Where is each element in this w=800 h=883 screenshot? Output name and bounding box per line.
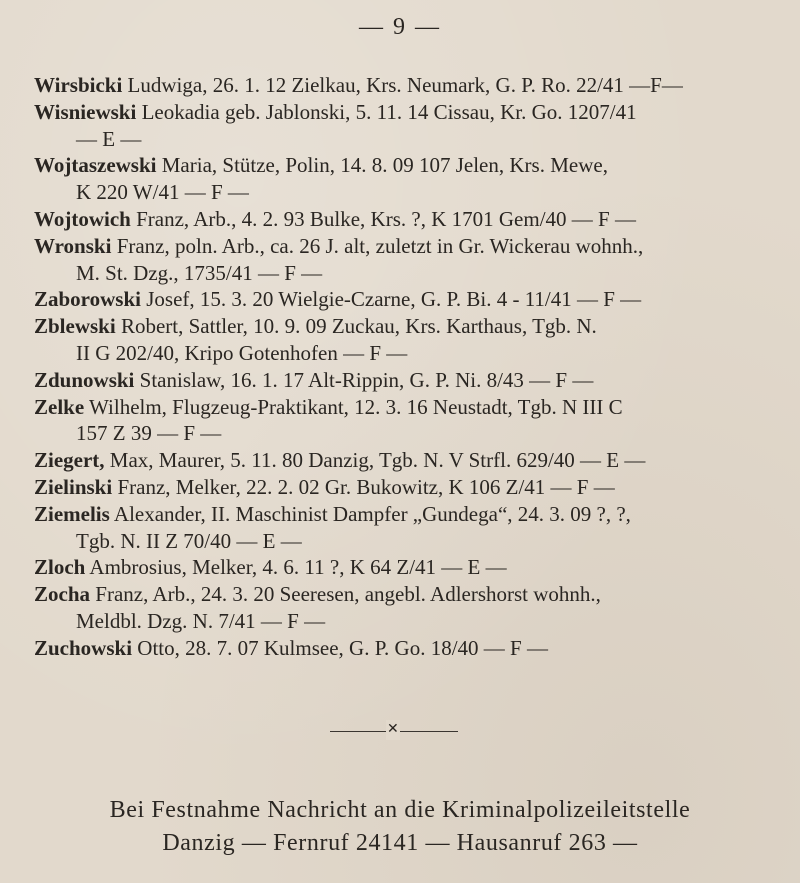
entry-text: Ludwiga, 26. 1. 12 Zielkau, Krs. Neumark, G. P. Ro. 22/41 —F— <box>122 73 683 97</box>
entry-text: Franz, Arb., 4. 2. 93 Bulke, Krs. ?, K 1701 Gem/40 — F — <box>130 206 636 231</box>
entry-text: Otto, 28. 7. 07 Kulmsee, G. P. Go. 18/40 — F — <box>132 635 548 660</box>
entry-text: Max, Maurer, 5. 11. 80 Danzig, Tgb. N. V Strfl. 629/40 — E — <box>104 448 646 473</box>
list-entry <box>34 99 769 153</box>
section-divider <box>330 724 458 738</box>
list-entry <box>34 72 769 99</box>
entry-name: Zocha <box>34 582 91 607</box>
entry-text: Robert, Sattler, 10. 9. 09 Zuckau, Krs. Karthaus, Tgb. N. <box>115 314 597 339</box>
entry-name: Ziegert, <box>34 448 105 473</box>
entry-name: Wisniewski <box>34 99 137 124</box>
entry-text: Franz, poln. Arb., ca. 26 J. alt, zuletzt in Gr. Wickerau wohnh., <box>111 233 644 258</box>
entry-continuation: K 220 W/41 — F — <box>76 180 249 205</box>
entry-name: Zuchowski <box>34 635 133 660</box>
list-entry <box>34 152 769 206</box>
list-entry <box>34 474 769 501</box>
entry-text: Ambrosius, Melker, 4. 6. 11 ?, K 64 Z/41 — E — <box>85 555 507 580</box>
entry-name: Zaborowski <box>34 287 141 312</box>
list-entry <box>34 286 769 313</box>
entry-text: Leokadia geb. Jablonski, 5. 11. 14 Cissau, Kr. Go. 1207/41 <box>136 99 637 124</box>
list-entry <box>34 233 769 287</box>
footer-line-2: Danzig — Fernruf 24141 — Hausanruf 263 — <box>162 830 638 856</box>
list-entry <box>34 206 769 233</box>
entry-continuation: II G 202/40, Kripo Gotenhofen — F — <box>76 340 408 365</box>
list-entry <box>34 313 769 367</box>
list-entry <box>34 501 769 555</box>
entry-continuation: M. St. Dzg., 1735/41 — F — <box>76 260 323 285</box>
divider-cross-icon: ✕ <box>386 720 400 740</box>
entry-continuation: Meldbl. Dzg. N. 7/41 — F — <box>76 608 326 633</box>
entry-name: Wronski <box>34 233 112 258</box>
entry-list <box>34 72 769 662</box>
entry-text: Josef, 15. 3. 20 Wielgie-Czarne, G. P. Bi. 4 - 11/41 — F — <box>140 287 642 312</box>
entry-name: Zdunowski <box>34 367 135 392</box>
entry-text: Maria, Stütze, Polin, 14. 8. 09 107 Jelen, Krs. Mewe, <box>156 153 608 178</box>
entry-name: Zblewski <box>34 314 116 339</box>
list-entry <box>34 367 769 394</box>
list-entry <box>34 447 769 474</box>
entry-text: Franz, Melker, 22. 2. 02 Gr. Bukowitz, K 106 Z/41 — F — <box>112 474 615 499</box>
page-number: — 9 — <box>359 14 441 40</box>
entry-text: Wilhelm, Flugzeug-Praktikant, 12. 3. 16 Neustadt, Tgb. N III C <box>84 394 623 419</box>
entry-name: Zelke <box>34 394 85 419</box>
footer-notice <box>0 794 800 860</box>
footer-line-1: Bei Festnahme Nachricht an die Kriminalpolizeileitstelle <box>109 797 691 823</box>
entry-continuation: Tgb. N. II Z 70/40 — E — <box>76 528 302 553</box>
entry-continuation: — E — <box>76 126 142 151</box>
entry-text: Alexander, II. Maschinist Dampfer „Gundega“, 24. 3. 09 ?, ?, <box>109 501 631 526</box>
entry-name: Wojtaszewski <box>34 153 157 178</box>
list-entry <box>34 394 769 448</box>
list-entry <box>34 554 769 581</box>
entry-name: Ziemelis <box>34 501 110 526</box>
list-entry <box>34 581 769 635</box>
entry-text: Stanislaw, 16. 1. 17 Alt-Rippin, G. P. Ni. 8/43 — F — <box>134 367 594 392</box>
entry-name: Zloch <box>34 555 86 580</box>
entry-text: Franz, Arb., 24. 3. 20 Seeresen, angebl. Adlershorst wohnh., <box>90 582 601 607</box>
entry-continuation: 157 Z 39 — F — <box>76 421 222 446</box>
list-entry <box>34 635 769 662</box>
entry-name: Zielinski <box>34 474 113 499</box>
entry-name: Wirsbicki <box>34 73 123 97</box>
entry-name: Wojtowich <box>34 206 131 231</box>
